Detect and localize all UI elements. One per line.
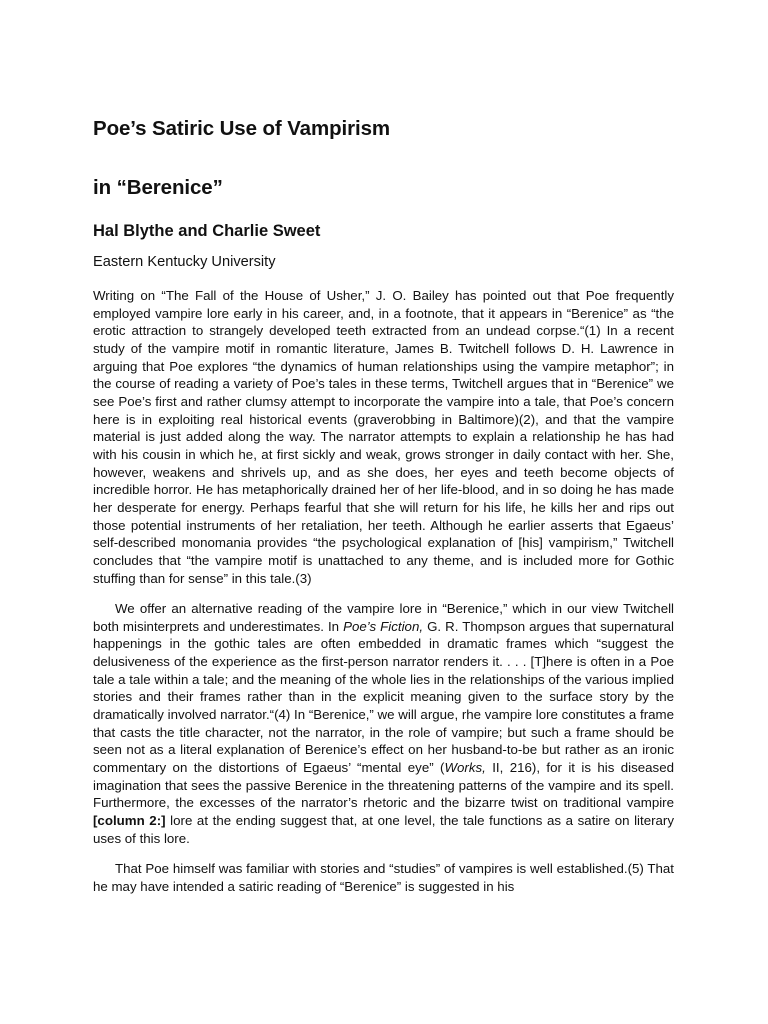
book-title-works: Works,	[444, 760, 486, 776]
column-marker: [column 2:]	[93, 813, 166, 829]
paragraph-1: Writing on “The Fall of the House of Usher,” J. O. Bailey has pointed out that Poe frequently employed vampire lore early in his career, and, in a footnote, that it appears in “Berenice” as “the erotic attraction to strangely developed teeth extracted from an undead corpse.“(1) In a recent study of the vampire motif in romantic literature, James B. Twitchell follows D. H. Lawrence in arguing that Poe explores “the dynamics of human relationships using the vampire metaphor”; in the course of reading a variety of Poe’s tales in these terms, Twitchell argues that in “Berenice” we see Poe’s first and rather clumsy attempt to incorporate the vampire into a tale, that Poe’s concern here is in exploiting real historical events (graverobbing in Baltimore)(2), and that the vampire material is just added along the way. The narrator attempts to explain a relationship he has had with his cousin in which he, at first sickly and weak, grows stronger in daily contact with her. She, however, weakens and shrivels up, and as she does, her eyes and teeth become objects of incredible horror. He has metaphorically drained her of her life-blood, and in so doing he has made her desperate for energy. Perhaps fearful that she will return for his life, he kills her and rips out those potential instruments of her retaliation, her teeth. Although he earlier asserts that Egaeus’ self-described monomania provides “the psychological explanation of [his] vampirism,” Twitchell concludes that “the vampire motif is unattached to any theme, and is included more for Gothic stuffing than for sense” in this tale.(3)	[93, 288, 674, 586]
paragraph-2	[93, 600, 674, 847]
paragraph-2-text-d: lore at the ending suggest that, at one level, the tale functions as a satire on literary uses of this lore.	[93, 813, 674, 846]
article-title-line-2: in “Berenice”	[93, 176, 223, 199]
paragraph-3: That Poe himself was familiar with stories and “studies” of vampires is well established.(5) That he may have intended a satiric reading of “Berenice” is suggested in his	[93, 861, 674, 894]
article-authors: Hal Blythe and Charlie Sweet	[93, 222, 321, 240]
author-affiliation: Eastern Kentucky University	[93, 254, 276, 270]
article-body	[93, 287, 674, 909]
paragraph-2-text-b: G. R. Thompson argues that supernatural happenings in the gothic tales are often embedded in dramatic frames which “suggest the delusiveness of the experience as the first-person narrator renders it. . . . [T]here is often in a Poe tale a tale within a tale; and the meaning of the whole lies in the relationships of the various implied stories and their frames rather than in the explicit meaning given to the surface story by the dramatically involved narrator.“(4) In “Berenice,” we will argue, rhe vampire lore constitutes a frame that casts the title character, not the narrator, in the role of vampire; but such a frame should be seen not as a literal explanation of Berenice’s effect on her husband-to-be but rather as an ironic commentary on the distortions of Egaeus’ “mental eye” (	[93, 618, 675, 776]
book-title-poes-fiction: Poe’s Fiction,	[343, 618, 424, 634]
paragraph-2-text-a: We offer an alternative reading of the vampire lore in “Berenice,” which in our view Twitchell both misinterprets and underestimates. In	[93, 601, 674, 634]
paragraph-2-text-c: II, 216), for it is his diseased imagination that sees the passive Berenice in the threatening patterns of the vampire and its spell. Furthermore, the excesses of the narrator’s rhetoric and the bizarre twist on traditional vampire	[93, 760, 674, 811]
article-title-line-1: Poe’s Satiric Use of Vampirism	[93, 117, 391, 140]
